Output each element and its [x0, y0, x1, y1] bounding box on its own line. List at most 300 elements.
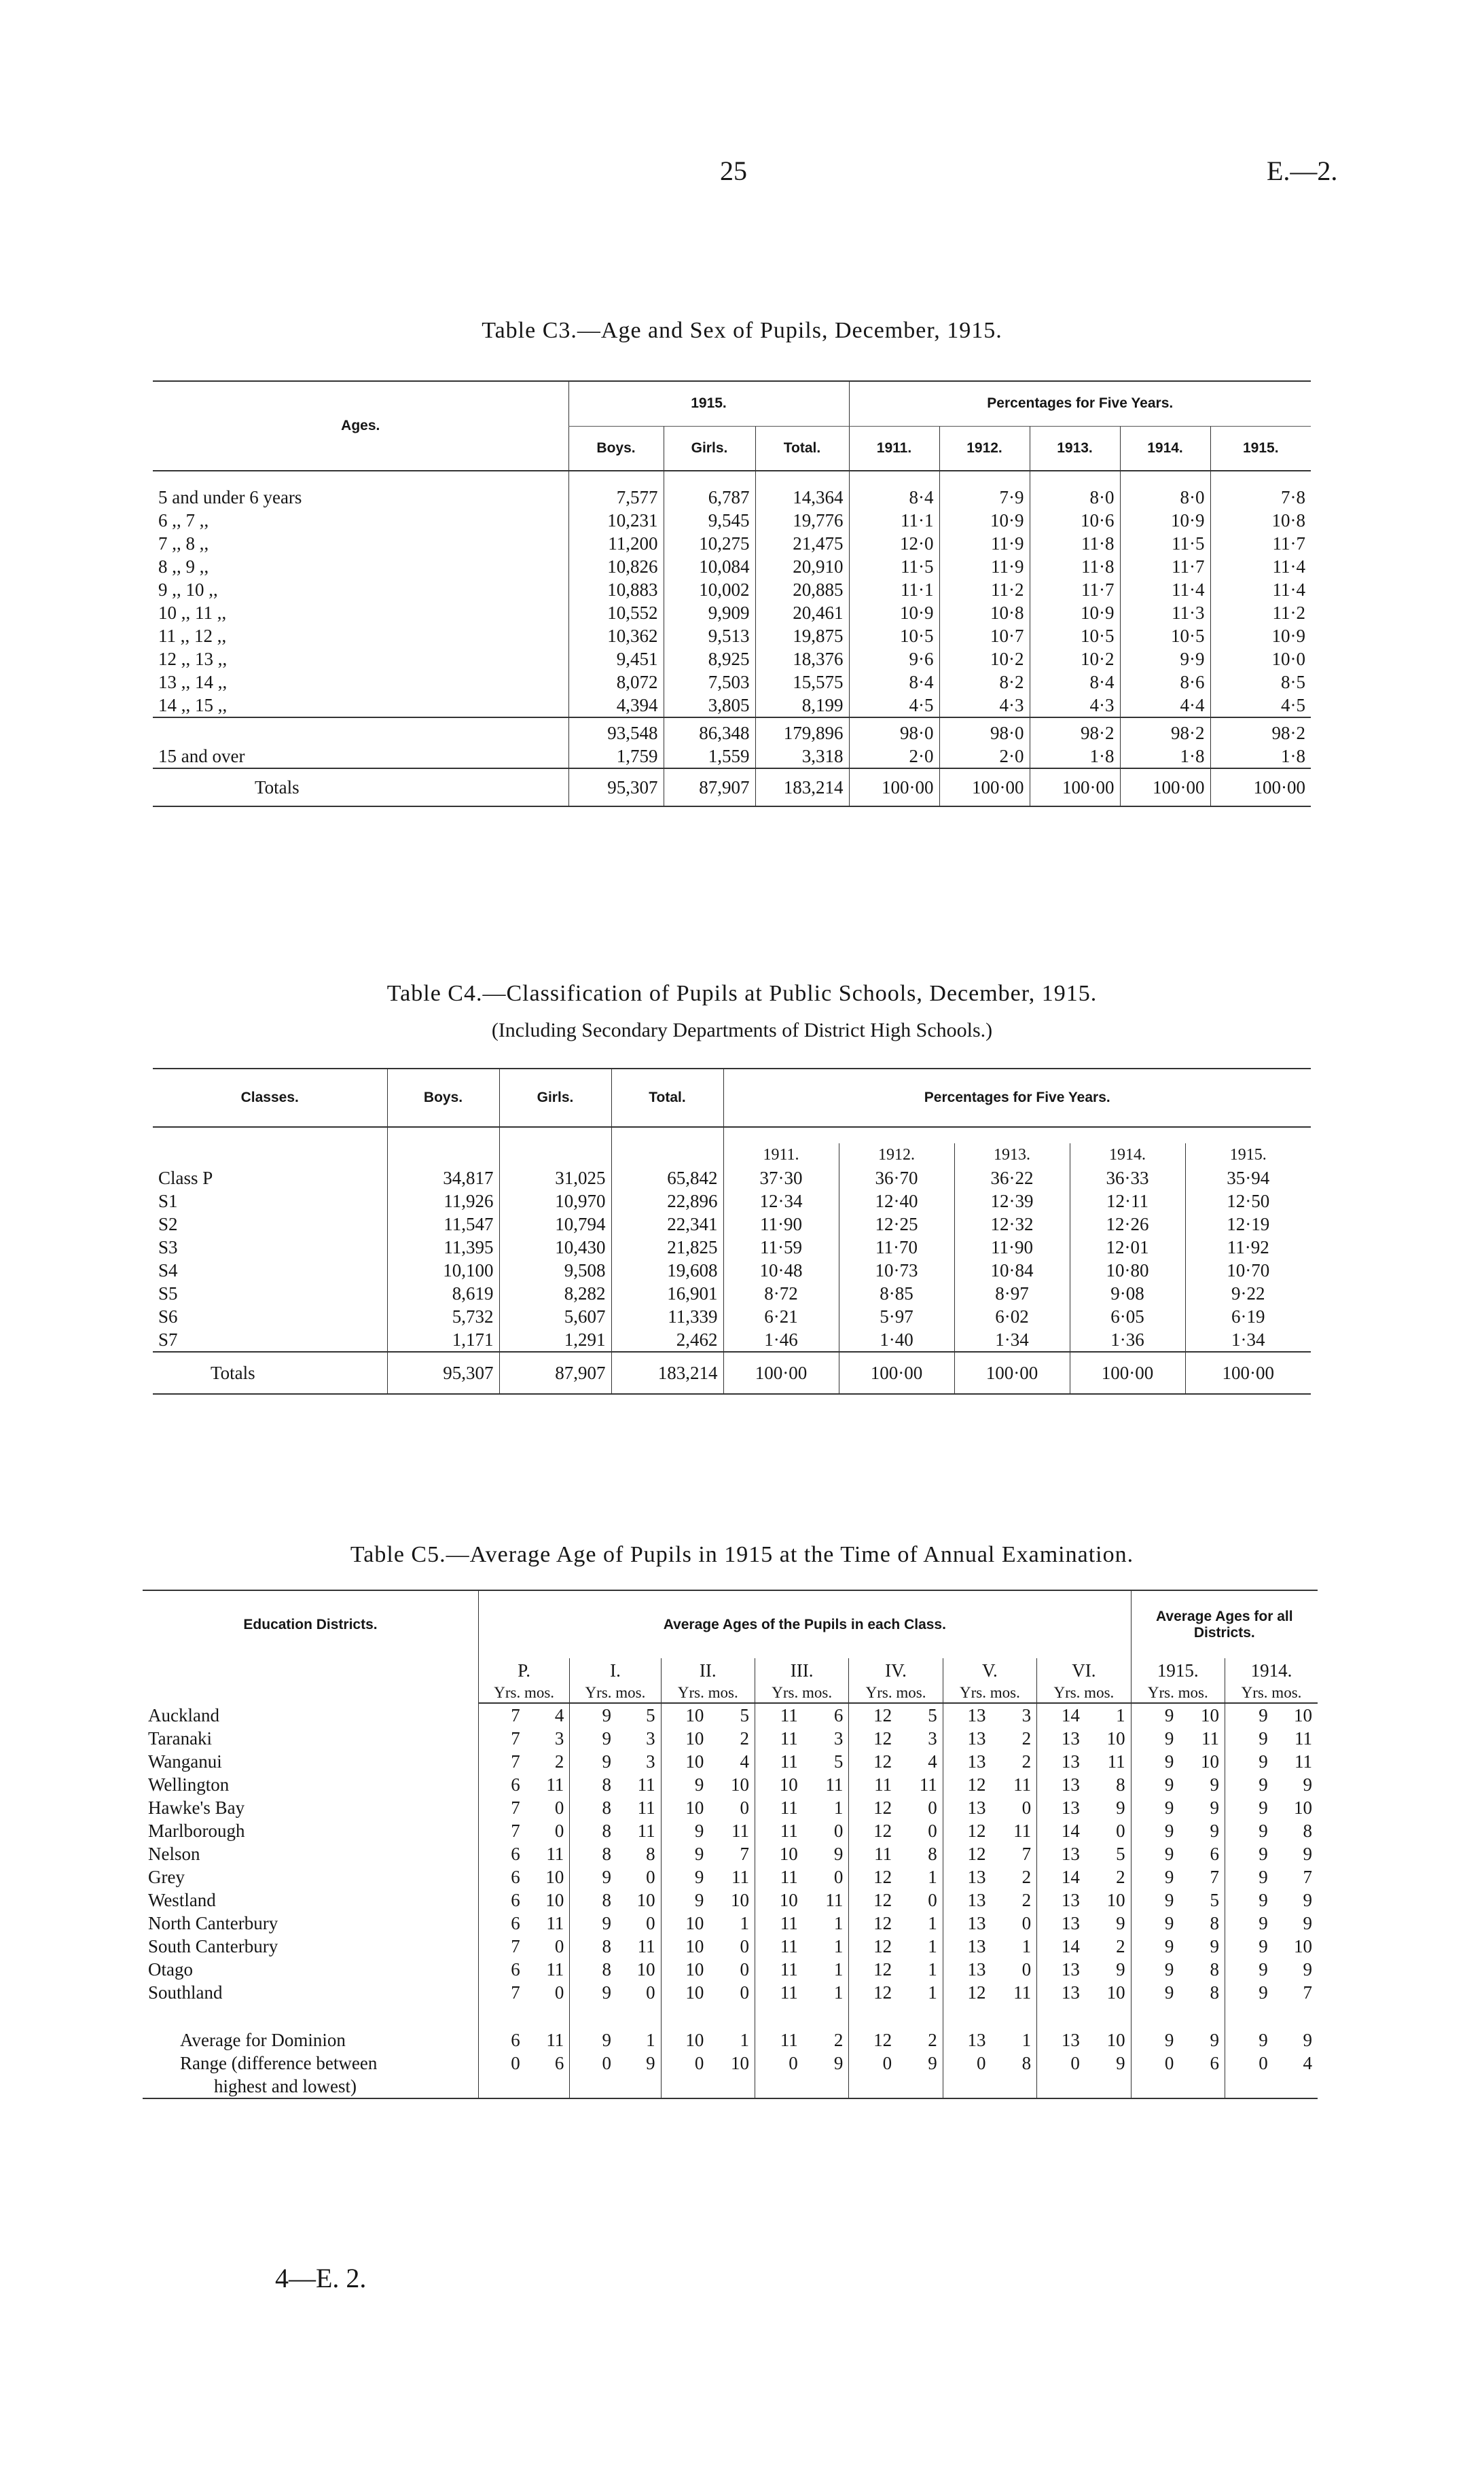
cell-value: 11 [755, 1958, 803, 1981]
cell-value: 9 [570, 1981, 617, 2004]
cell-value: 95,307 [568, 768, 664, 806]
cell-value: 9 [1131, 1796, 1179, 1819]
cell-value: 10 [1294, 1705, 1312, 1725]
cell-value: 6 [1210, 1844, 1219, 1864]
c3-col-header: 1913. [1030, 426, 1120, 471]
row-label: 6 ,, 7 ,, [158, 510, 209, 531]
cell-value: 9·6 [849, 647, 939, 670]
cell-value: 98·0 [939, 717, 1030, 745]
cell-value: 7·9 [939, 486, 1030, 509]
cell-value: 10 [1106, 1890, 1125, 1910]
c3-col-header: 1912. [939, 426, 1030, 471]
cell-value: 11 [755, 1750, 803, 1773]
cell-value: 11 [919, 1774, 937, 1795]
page-reference: E.—2. [1267, 156, 1338, 186]
cell-value: 22,896 [611, 1189, 723, 1213]
cell-value: 9 [1131, 1889, 1179, 1912]
cell-value: 1,759 [568, 745, 664, 768]
cell-value: 11 [755, 2028, 803, 2052]
cell-value: 9,451 [568, 647, 664, 670]
cell-value: 183,214 [755, 768, 849, 806]
cell-value: 11 [1201, 1728, 1219, 1749]
cell-value: 4,394 [568, 694, 664, 717]
row-label: Range (difference between [180, 2053, 378, 2073]
row-label: Westland [148, 1890, 216, 1910]
cell-value: 14,364 [755, 486, 849, 509]
cell-value: 11·1 [849, 509, 939, 532]
table-row [153, 647, 1311, 670]
cell-value: 8 [570, 1935, 617, 1958]
cell-value: 1 [833, 1913, 844, 1933]
cell-value: 12 [849, 1819, 897, 1842]
cell-value: 0 [646, 1913, 655, 1933]
cell-value: 19,875 [755, 624, 849, 647]
cell-value: 10·9 [1210, 624, 1311, 647]
cell-value: 8 [570, 1958, 617, 1981]
cell-value: 11·8 [1030, 532, 1120, 555]
cell-value: 10 [1200, 1705, 1219, 1725]
cell-value: 2 [833, 2030, 844, 2050]
cell-value: 13 [1037, 1981, 1085, 2004]
row-label: S1 [158, 1191, 178, 1211]
table-row [143, 1981, 1318, 2004]
cell-value: 6 [479, 2028, 526, 2052]
cell-value: 0 [570, 2052, 617, 2075]
cell-value: 10 [1106, 2030, 1125, 2050]
cell-value: 12·25 [839, 1213, 954, 1236]
cell-value: 5,607 [499, 1305, 611, 1328]
cell-value: 36·33 [1070, 1166, 1185, 1189]
cell-value: 8·2 [939, 670, 1030, 694]
cell-value: 10·48 [723, 1259, 839, 1282]
cell-value: 10,794 [499, 1213, 611, 1236]
cell-value: 7 [1210, 1867, 1219, 1887]
cell-value: 0 [740, 1982, 749, 2003]
c4-boys-header: Boys. [387, 1069, 499, 1127]
cell-value: 21,475 [755, 532, 849, 555]
cell-value: 13 [1037, 1796, 1085, 1819]
cell-value: 100·00 [939, 768, 1030, 806]
cell-value: 5 [1210, 1890, 1219, 1910]
cell-value: 98·2 [1030, 717, 1120, 745]
unit-header: Yrs. mos. [1225, 1683, 1318, 1703]
cell-value: 9 [661, 1773, 709, 1796]
table-row [143, 2028, 1318, 2052]
cell-value: 8·85 [839, 1282, 954, 1305]
cell-value: 5 [740, 1705, 749, 1725]
cell-value: 9 [1303, 1890, 1312, 1910]
cell-value: 12·39 [954, 1189, 1070, 1213]
cell-value: 10,231 [568, 509, 664, 532]
cell-value: 6,787 [664, 486, 755, 509]
cell-value: 4·3 [1030, 694, 1120, 717]
class-header: I. [570, 1658, 661, 1683]
cell-value: 9 [1131, 1958, 1179, 1981]
cell-value: 98·2 [1210, 717, 1311, 745]
cell-value: 13 [943, 1958, 991, 1981]
cell-value: 7 [479, 1727, 526, 1750]
cell-value: 10,362 [568, 624, 664, 647]
cell-value: 11 [546, 1959, 564, 1980]
cell-value: 8·6 [1120, 670, 1210, 694]
cell-value: 20,885 [755, 578, 849, 601]
cell-value: 6·21 [723, 1305, 839, 1328]
cell-value: 8·4 [849, 486, 939, 509]
cell-value: 36·70 [839, 1166, 954, 1189]
page-number: 25 [720, 156, 747, 186]
cell-value: 0 [1131, 2052, 1179, 2075]
table-row [143, 1912, 1318, 1935]
cell-value: 8·4 [849, 670, 939, 694]
cell-value: 12 [849, 1865, 897, 1889]
cell-value: 2 [1021, 1867, 1032, 1887]
cell-value: 9 [1225, 1958, 1273, 1981]
table-row [153, 578, 1311, 601]
cell-value: 9 [833, 2053, 844, 2073]
cell-value: 10·9 [849, 601, 939, 624]
cell-value: 93,548 [568, 717, 664, 745]
year-header: 1914. [1070, 1143, 1185, 1166]
cell-value: 1·8 [1120, 745, 1210, 768]
cell-value: 9 [1131, 1703, 1179, 1727]
cell-value: 7 [1021, 1844, 1032, 1864]
cell-value: 1·46 [723, 1328, 839, 1352]
cell-value: 8 [570, 1819, 617, 1842]
table-row [153, 601, 1311, 624]
cell-value: 8 [1021, 2053, 1032, 2073]
cell-value: 100·00 [1070, 1352, 1185, 1394]
row-label [153, 717, 568, 745]
cell-value: 100·00 [1210, 768, 1311, 806]
table-row [143, 1727, 1318, 1750]
cell-value: 2,462 [611, 1328, 723, 1352]
table-c3 [153, 380, 1311, 807]
cell-value: 10 [661, 1935, 709, 1958]
cell-value: 10 [636, 1890, 655, 1910]
class-header: 1915. [1131, 1658, 1225, 1683]
cell-value: 11 [637, 1821, 655, 1841]
cell-value: 10·9 [1030, 601, 1120, 624]
cell-value: 9 [1131, 1727, 1179, 1750]
table-row [153, 745, 1311, 768]
cell-value: 10,826 [568, 555, 664, 578]
cell-value: 2·0 [849, 745, 939, 768]
cell-value: 1 [928, 1913, 937, 1933]
table-row [153, 717, 1311, 745]
cell-value: 0 [1225, 2052, 1273, 2075]
cell-value: 11·7 [1210, 532, 1311, 555]
cell-value: 100·00 [849, 768, 939, 806]
cell-value: 9,508 [499, 1259, 611, 1282]
cell-value: 10 [1294, 1936, 1312, 1956]
cell-value: 13 [1037, 1727, 1085, 1750]
c3-col-header: Girls. [664, 426, 755, 471]
cell-value: 10 [661, 1727, 709, 1750]
class-header: II. [661, 1658, 755, 1683]
row-label: Totals [153, 768, 568, 806]
class-header: VI. [1037, 1658, 1132, 1683]
cell-value: 6 [479, 1958, 526, 1981]
cell-value: 10 [1106, 1982, 1125, 2003]
cell-value: 8,282 [499, 1282, 611, 1305]
cell-value: 8·0 [1120, 486, 1210, 509]
page-signature: 4—E. 2. [275, 2263, 367, 2293]
cell-value: 1 [928, 1982, 937, 2003]
class-header: III. [755, 1658, 848, 1683]
table-row [143, 2052, 1318, 2075]
cell-value: 11,926 [387, 1189, 499, 1213]
cell-value: 183,214 [611, 1352, 723, 1394]
cell-value: 1,559 [664, 745, 755, 768]
cell-value: 11 [1013, 1982, 1032, 2003]
cell-value: 8 [570, 1842, 617, 1865]
cell-value: 14 [1037, 1865, 1085, 1889]
cell-value: 36·22 [954, 1166, 1070, 1189]
cell-value: 12 [849, 1935, 897, 1958]
cell-value: 10 [661, 1750, 709, 1773]
cell-value: 9 [1303, 2030, 1312, 2050]
cell-value: 4·4 [1120, 694, 1210, 717]
cell-value: 3 [646, 1728, 655, 1749]
table-c4-caption: Table C4.—Classification of Pupils at Public Schools, December, 1915. [386, 981, 1098, 1006]
c4-classes-header: Classes. [153, 1069, 387, 1127]
row-label: Otago [148, 1959, 193, 1980]
cell-value: 11 [755, 1935, 803, 1958]
c3-col-header: 1914. [1120, 426, 1210, 471]
cell-value: 10 [661, 1703, 709, 1727]
cell-value: 11·3 [1120, 601, 1210, 624]
c5-average-ages-header: Average Ages of the Pupils in each Class. [479, 1590, 1132, 1658]
cell-value: 11·4 [1210, 578, 1311, 601]
cell-value: 5 [928, 1705, 937, 1725]
cell-value: 13 [943, 1865, 991, 1889]
cell-value: 9 [1225, 1865, 1273, 1889]
cell-value: 7 [479, 1796, 526, 1819]
cell-value: 2 [554, 1751, 564, 1772]
cell-value: 11·4 [1210, 555, 1311, 578]
cell-value: 11·7 [1120, 555, 1210, 578]
cell-value: 1·8 [1210, 745, 1311, 768]
cell-value: 9 [1131, 1981, 1179, 2004]
cell-value: 11·7 [1030, 578, 1120, 601]
cell-value: 6 [833, 1705, 844, 1725]
cell-value: 7,577 [568, 486, 664, 509]
cell-value: 7 [479, 1703, 526, 1727]
row-label: Average for Dominion [180, 2030, 346, 2050]
cell-value: 9,545 [664, 509, 755, 532]
cell-value: 1,171 [387, 1328, 499, 1352]
cell-value: 10 [1200, 1751, 1219, 1772]
cell-value: 12 [849, 1727, 897, 1750]
cell-value: 18,376 [755, 647, 849, 670]
cell-value: 2 [1021, 1890, 1032, 1910]
cell-value: 7 [740, 1844, 749, 1864]
cell-value: 10 [730, 2053, 749, 2073]
cell-value: 13 [1037, 2028, 1085, 2052]
c4-percentages-header: Percentages for Five Years. [723, 1069, 1311, 1127]
cell-value: 0 [1037, 2052, 1085, 2075]
cell-value: 11·70 [839, 1236, 954, 1259]
cell-value: 10 [661, 1796, 709, 1819]
cell-value: 3,318 [755, 745, 849, 768]
cell-value: 9 [570, 1727, 617, 1750]
cell-value: 11 [825, 1774, 844, 1795]
cell-value: 6 [479, 1889, 526, 1912]
cell-value: 98·2 [1120, 717, 1210, 745]
c3-1915-header: 1915. [568, 381, 849, 426]
cell-value: 10 [661, 2028, 709, 2052]
cell-value: 7 [1303, 1982, 1312, 2003]
cell-value: 0 [554, 1821, 564, 1841]
cell-value: 12 [943, 1842, 991, 1865]
cell-value: 11,547 [387, 1213, 499, 1236]
cell-value: 10 [755, 1842, 803, 1865]
cell-value: 0 [928, 1890, 937, 1910]
table-row [153, 1166, 1311, 1189]
cell-value: 13 [1037, 1912, 1085, 1935]
cell-value: 10·5 [1120, 624, 1210, 647]
cell-value: 11 [755, 1703, 803, 1727]
cell-value: 3 [554, 1728, 564, 1749]
class-header: P. [479, 1658, 570, 1683]
cell-value: 13 [943, 2028, 991, 2052]
table-row [153, 1259, 1311, 1282]
cell-value: 11,339 [611, 1305, 723, 1328]
cell-value: 8 [1210, 1959, 1219, 1980]
years-row [153, 1143, 1311, 1166]
cell-value: 20,910 [755, 555, 849, 578]
cell-value: 9·22 [1185, 1282, 1311, 1305]
cell-value: 3 [928, 1728, 937, 1749]
spacer [387, 1143, 499, 1166]
cell-value: 0 [1021, 1797, 1032, 1818]
table-row [153, 670, 1311, 694]
cell-value: 8,199 [755, 694, 849, 717]
row-label: 14 ,, 15 ,, [158, 695, 228, 715]
cell-value: 10·84 [954, 1259, 1070, 1282]
year-header: 1913. [954, 1143, 1070, 1166]
cell-value: 14 [1037, 1819, 1085, 1842]
cell-value: 9 [1131, 2028, 1179, 2052]
cell-value: 87,907 [499, 1352, 611, 1394]
unit-header: Yrs. mos. [479, 1683, 570, 1703]
cell-value: 12 [849, 1981, 897, 2004]
cell-value: 8 [646, 1844, 655, 1864]
cell-value: 12·19 [1185, 1213, 1311, 1236]
cell-value: 12·50 [1185, 1189, 1311, 1213]
cell-value: 12·26 [1070, 1213, 1185, 1236]
cell-value: 8,072 [568, 670, 664, 694]
cell-value: 11 [755, 1727, 803, 1750]
unit-header: Yrs. mos. [943, 1683, 1036, 1703]
table-row [153, 509, 1311, 532]
cell-value: 8,619 [387, 1282, 499, 1305]
cell-value: 10·9 [1120, 509, 1210, 532]
cell-value: 8·72 [723, 1282, 839, 1305]
cell-value: 0 [928, 1797, 937, 1818]
unit-header: Yrs. mos. [755, 1683, 848, 1703]
cell-value: 9 [1116, 1797, 1125, 1818]
cell-value: 7 [1303, 1867, 1312, 1887]
cell-value: 9,513 [664, 624, 755, 647]
cell-value: 9 [1210, 2030, 1219, 2050]
row-label: Class P [158, 1168, 213, 1188]
cell-value: 10,100 [387, 1259, 499, 1282]
cell-value: 13 [943, 1703, 991, 1727]
cell-value: 1·8 [1030, 745, 1120, 768]
cell-value: 10·2 [1030, 647, 1120, 670]
cell-value: 34,817 [387, 1166, 499, 1189]
row-label: Auckland [148, 1704, 219, 1725]
cell-value: 11·2 [1210, 601, 1311, 624]
cell-value: 11·5 [1120, 532, 1210, 555]
cell-value: 10 [1294, 1797, 1312, 1818]
table-row [153, 1305, 1311, 1328]
cell-value: 12 [849, 1796, 897, 1819]
cell-value: 8 [1210, 1913, 1219, 1933]
cell-value: 6 [554, 2053, 564, 2073]
cell-value: 0 [1021, 1959, 1032, 1980]
cell-value: 13 [943, 1912, 991, 1935]
table-row [153, 1328, 1311, 1352]
unit-header: Yrs. mos. [1131, 1683, 1225, 1703]
cell-value: 10·73 [839, 1259, 954, 1282]
table-row [153, 694, 1311, 717]
row-label: Nelson [148, 1844, 200, 1864]
class-header: IV. [849, 1658, 943, 1683]
cell-value: 13 [943, 1727, 991, 1750]
cell-value: 11 [755, 1912, 803, 1935]
row-label: South Canterbury [148, 1936, 278, 1956]
cell-value: 10,084 [664, 555, 755, 578]
cell-value: 9 [661, 1819, 709, 1842]
cell-value: 10 [755, 1889, 803, 1912]
cell-value: 9 [1131, 1819, 1179, 1842]
cell-value: 5·97 [839, 1305, 954, 1328]
unit-header: Yrs. mos. [661, 1683, 755, 1703]
row-label: S5 [158, 1283, 178, 1304]
cell-value: 9 [1225, 1842, 1273, 1865]
table-row [143, 1935, 1318, 1958]
row-label: 10 ,, 11 ,, [158, 603, 227, 623]
cell-value: 3 [1021, 1705, 1032, 1725]
cell-value: 11 [755, 1865, 803, 1889]
cell-value: 11·8 [1030, 555, 1120, 578]
spacer [611, 1143, 723, 1166]
cell-value: 10·8 [939, 601, 1030, 624]
row-label: 11 ,, 12 ,, [158, 626, 227, 646]
c4-girls-header: Girls. [499, 1069, 611, 1127]
cell-value: 5 [1116, 1844, 1125, 1864]
cell-value: 9 [1131, 1773, 1179, 1796]
c4-total-header: Total. [611, 1069, 723, 1127]
table-row [143, 2075, 1318, 2098]
cell-value: 4 [1303, 2053, 1312, 2073]
cell-value: 7 [479, 1819, 526, 1842]
cell-value: 6 [479, 1912, 526, 1935]
cell-value: 9 [1225, 1981, 1273, 2004]
cell-value: 8 [570, 1889, 617, 1912]
cell-value: 22,341 [611, 1213, 723, 1236]
cell-value: 9 [1210, 1821, 1219, 1841]
cell-value: 11 [1295, 1751, 1312, 1772]
cell-value: 0 [833, 1821, 844, 1841]
cell-value: 9 [570, 2028, 617, 2052]
unit-header: Yrs. mos. [570, 1683, 661, 1703]
table-row [153, 1352, 1311, 1394]
cell-value: 11 [1107, 1751, 1125, 1772]
cell-value: 95,307 [387, 1352, 499, 1394]
